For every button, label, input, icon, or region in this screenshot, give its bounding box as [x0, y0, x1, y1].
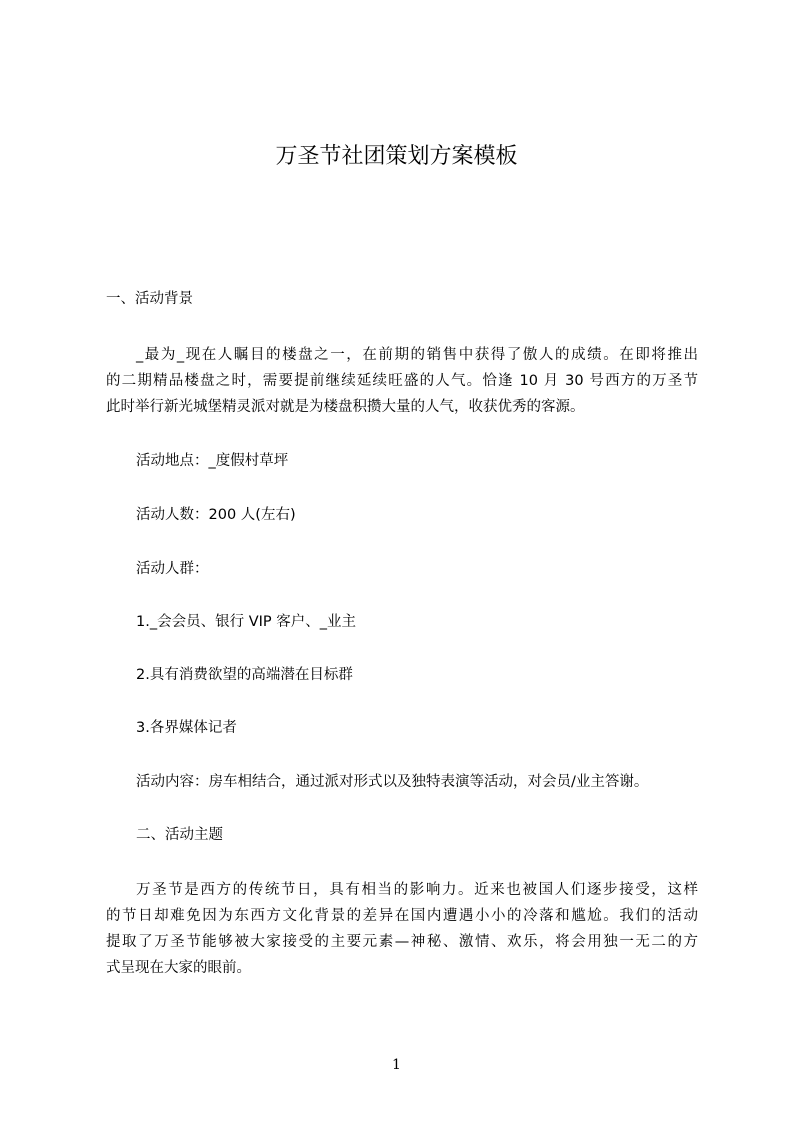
document-title: 万圣节社团策划方案模板	[275, 144, 518, 169]
paragraph-line: 式呈现在大家的眼前。	[106, 960, 251, 976]
paragraph-line: 此时举行新光城堡精灵派对就是为楼盘积攒大量的人气，收获优秀的客源。	[106, 399, 585, 415]
section-heading-background: 一、活动背景	[106, 291, 193, 307]
section-heading-theme: 二、活动主题	[136, 827, 223, 843]
event-content: 活动内容：房车相结合，通过派对形式以及独特表演等活动，对会员/业主答谢。	[136, 774, 649, 790]
paragraph-line: 提取了万圣节能够被大家接受的主要元素—神秘、激情、欢乐，将会用独一无二的方	[106, 934, 698, 950]
paragraph-line: _最为_现在人瞩目的楼盘之一，在前期的销售中获得了傲人的成绩。在即将推出	[136, 347, 698, 363]
paragraph-line: 的节日却难免因为东西方文化背景的差异在国内遭遇小小的冷落和尴尬。我们的活动	[106, 908, 698, 924]
audience-item: 1._会会员、银行 VIP 客户、_业主	[136, 614, 356, 630]
paragraph-line: 的二期精品楼盘之时，需要提前继续延续旺盛的人气。恰逢 10 月 30 号西方的万圣节	[106, 373, 698, 389]
audience-item: 2.具有消费欲望的高端潜在目标群	[136, 667, 353, 683]
background-paragraph	[106, 342, 698, 420]
theme-paragraph	[106, 877, 698, 981]
paragraph-line: 万圣节是西方的传统节日，具有相当的影响力。近来也被国人们逐步接受，这样	[136, 882, 698, 898]
audience-item: 3.各界媒体记者	[136, 720, 237, 736]
event-headcount: 活动人数：200 人(左右)	[136, 507, 296, 523]
event-location: 活动地点：_度假村草坪	[136, 453, 289, 469]
audience-label: 活动人群：	[136, 561, 209, 577]
page-number: 1	[392, 1057, 401, 1073]
